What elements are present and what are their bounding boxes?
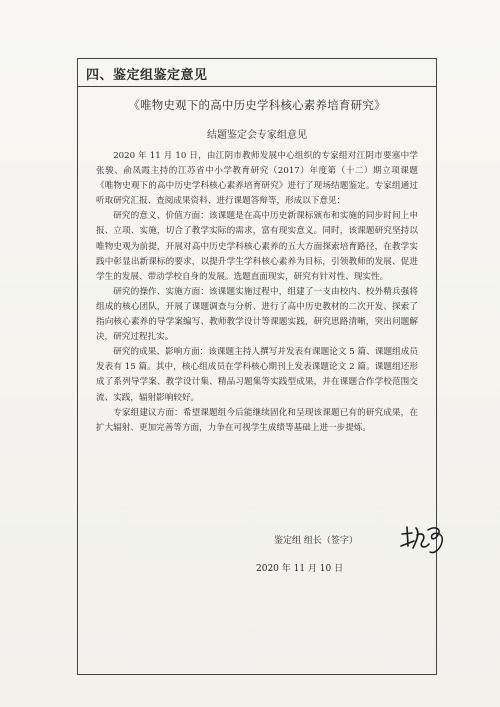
paragraph-suggestions: 专家组建议方面：希望课题组今后能继续固化和呈现该课题已有的研究成果，在扩大辐射、更加完善等方面，力争在可视学生成绩等基础上进一步提炼。 — [96, 407, 418, 433]
document-subtitle: 结题鉴定会专家组意见 — [207, 130, 307, 141]
section-heading: 四、鉴定组鉴定意见 — [86, 68, 208, 83]
opinion-body — [96, 149, 418, 436]
paragraph-implementation: 研究的操作、实施方面：该课题实施过程中，组建了一支由校内、校外精兵强将组成的核心团队，开展了课题调查与分析、进行了高中历史教材的二次开发、探索了指向核心素养的导学案编写、教师教学设计等课题实践，研究思路清晰，突出问题解决，研究过程扎实。 — [96, 286, 418, 343]
document-title: 《唯物史观下的高中历史学科核心素养培育研究》 — [128, 98, 386, 112]
paragraph-intro: 2020 年 11 月 10 日，由江阴市教师发展中心组织的专家组对江阴市要塞中学张骏、俞凤霞主持的江苏省中小学教育研究（2017）年度第（十二）期立项课题《唯物史观下的高中历史学科核心素养培育研究》进行了现场结题鉴定。专家组通过听取研究汇报、查阅成果资料、进行课题答辩等，形成以下意见： — [96, 151, 418, 207]
signature-row — [274, 528, 424, 558]
paragraph-results: 研究的成果、影响方面：该课题主持人撰写并发表有课题论文 5 篇、课题组成员发表有 15 篇。其中，核心组成员在学科核心期刊上发表课题论文 2 篇。课题组还形成了系列导学案、教学设计集、精品习题集等实践型成果，并在课题合作学校范围交流、实践，辐射影响较好。 — [96, 347, 418, 403]
handwritten-signature — [398, 522, 448, 556]
signature-date: 2020 年 11 月 10 日 — [256, 564, 344, 574]
section-header — [78, 59, 436, 87]
paragraph-significance: 研究的意义、价值方面：该课题是在高中历史新课标颁布和实施的同步时间上申报、立项、实施，切合了教学实际的需求，富有现实意义。同时，该课题研究坚持以唯物史观为前提，开展对高中历史学科核心素养的五大方面探索培育路径，在教学实践中彰显出新课标的要求，以提升学生学科核心素养为目标，引领教师的发展、促进学生的发展、带动学校自身的发展。选题直面现实，研究有针对性、现实性。 — [96, 211, 418, 282]
signature-label: 鉴定组 组长（签字） — [274, 536, 358, 546]
opinion-form-frame — [77, 58, 437, 675]
